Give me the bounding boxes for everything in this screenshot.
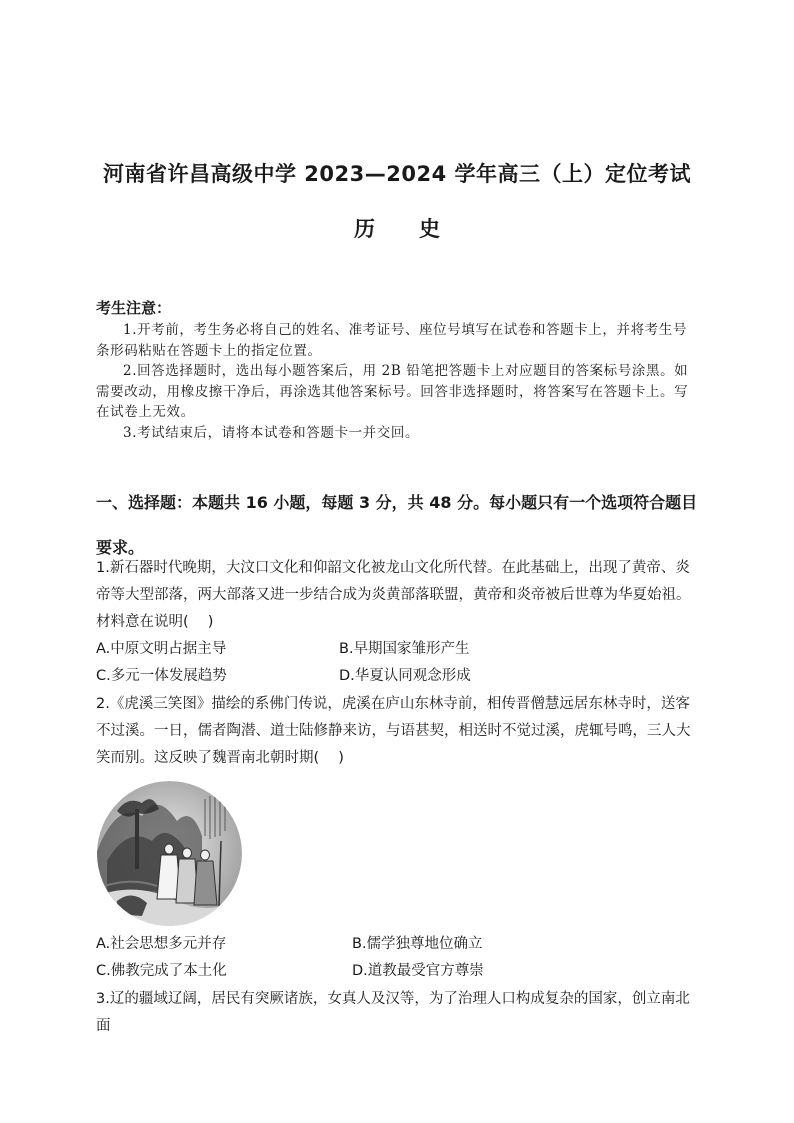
exam-title: 河南省许昌高级中学 2023—2024 学年高三（上）定位考试 bbox=[102, 162, 691, 186]
option-b: B.儒学独尊地位确立 bbox=[352, 936, 483, 952]
question-3-stem bbox=[96, 986, 696, 1040]
question-1-stem bbox=[96, 555, 696, 636]
notice-item: 3.考试结束后，请将本试卷和答题卡一并交回。 bbox=[123, 424, 420, 441]
question-1-options bbox=[96, 636, 696, 690]
question-2-options bbox=[96, 931, 696, 985]
subject-title bbox=[0, 213, 794, 243]
option-a: A.社会思想多元并存 bbox=[96, 936, 227, 952]
subject-char: 史 bbox=[419, 217, 440, 241]
section-heading: 一、选择题：本题共 16 小题，每题 3 分，共 48 分。每小题只有一个选项符合题目要求。 bbox=[96, 493, 698, 557]
option-a: A.中原文明占据主导 bbox=[96, 641, 227, 657]
question-text: 3.辽的疆域辽阔，居民有突厥诸族，女真人及汉等，为了治理人口构成复杂的国家，创立南北面 bbox=[96, 991, 690, 1034]
option-c: C.佛教完成了本土化 bbox=[96, 963, 227, 979]
notice-heading: 考生注意： bbox=[96, 299, 172, 317]
question-text: 2.《虎溪三笑图》描绘的系佛门传说，虎溪在庐山东林寺前，相传晋僧慧远居东林寺时，送客不过溪。一日，儒者陶潜、道士陆修静来访，与语甚契，相送时不觉过溪，虎辄号鸣，三人大笑而别。这反映了魏晋南北朝时期( ) bbox=[96, 696, 691, 766]
notice-item: 1.开考前，考生务必将自己的姓名、准考证号、座位号填写在试卷和答题卡上，并将考生号条形码粘贴在答题卡上的指定位置。 bbox=[96, 322, 687, 359]
question-text: 1.新石器时代晚期，大汶口文化和仰韶文化被龙山文化所代替。在此基础上，出现了黄帝、炎帝等大型部落，两大部落又进一步结合成为炎黄部落联盟，黄帝和炎帝被后世尊为华夏始祖。材料意在说明( ) bbox=[96, 560, 691, 630]
question-2-stem bbox=[96, 691, 696, 772]
subject-char: 历 bbox=[354, 217, 375, 241]
option-d: D.道教最受官方尊崇 bbox=[352, 963, 484, 979]
option-c: C.多元一体发展趋势 bbox=[96, 668, 227, 684]
option-d: D.华夏认同观念形成 bbox=[339, 668, 471, 684]
notice-list bbox=[96, 320, 698, 443]
option-b: B.早期国家雏形产生 bbox=[339, 641, 470, 657]
huxi-sanxiao-painting bbox=[97, 781, 242, 926]
notice-item: 2.回答选择题时，选出每小题答案后，用 2B 铅笔把答题卡上对应题目的答案标号涂黑。如需要改动，用橡皮擦干净后，再涂选其他答案标号。回答非选择题时，将答案写在答题卡上。写在试卷上无效。 bbox=[96, 363, 689, 420]
painting-image bbox=[97, 781, 242, 926]
